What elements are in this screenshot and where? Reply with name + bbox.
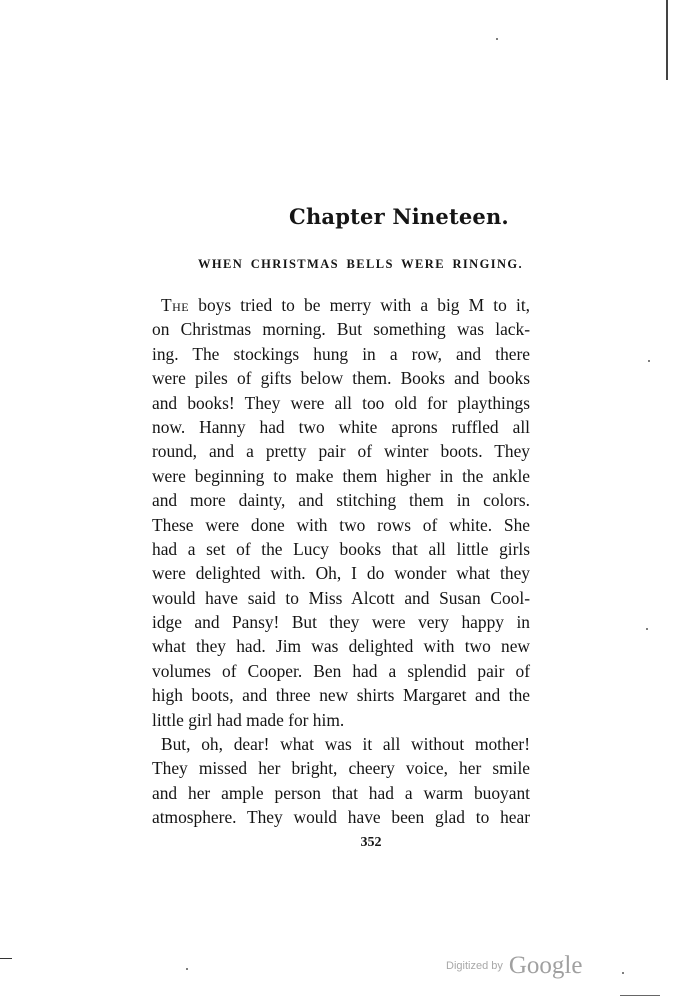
scan-mark-bottom-right (620, 995, 660, 996)
text-line: were piles of gifts below them. Books and books (152, 368, 530, 389)
text-line: and more dainty, and stitching them in colors. (152, 490, 530, 511)
text-line: high boots, and three new shirts Margaret and the (152, 685, 530, 706)
text-line-content: boys tried to be merry with a big M to it, (189, 295, 530, 315)
page-number: 352 (360, 835, 382, 850)
body-text (152, 293, 530, 830)
text-line: idge and Pansy! But they were very happy in (152, 612, 530, 633)
scan-speck (496, 38, 498, 40)
text-line: little girl had made for him. (152, 709, 345, 730)
chapter-title: Chapter Nineteen. (289, 204, 509, 229)
text-line: and books! They were all too old for playthings (152, 392, 530, 413)
text-line (152, 293, 530, 317)
scan-speck (622, 972, 624, 974)
text-line: what they had. Jim was delighted with two new (152, 636, 530, 657)
digitized-by-text: Digitized by (446, 960, 503, 972)
text-line: round, and a pretty pair of winter boots. They (152, 441, 530, 462)
text-line: and her ample person that had a warm buoyant (152, 782, 530, 803)
scan-mark-right-edge (666, 0, 668, 80)
text-line: atmosphere. They would have been glad to hear (152, 807, 530, 828)
text-line: on Christmas morning. But something was lack- (152, 319, 530, 340)
scan-speck (646, 628, 648, 630)
first-word: The (161, 295, 190, 315)
text-line: But, oh, dear! what was it all without mother! (161, 734, 530, 755)
scan-speck (648, 360, 650, 362)
text-line: had a set of the Lucy books that all little girls (152, 538, 530, 559)
text-line: They missed her bright, cheery voice, her smile (152, 758, 530, 779)
digitized-watermark (446, 952, 582, 980)
scan-mark-left-edge (0, 958, 12, 959)
text-line: ing. The stockings hung in a row, and there (152, 343, 530, 364)
scan-speck (186, 968, 188, 970)
google-logo: Google (508, 952, 583, 979)
text-line: were beginning to make them higher in the ankle (152, 465, 530, 486)
text-line: volumes of Cooper. Ben had a splendid pair of (152, 660, 530, 681)
chapter-subtitle: WHEN CHRISTMAS BELLS WERE RINGING. (198, 257, 524, 271)
text-line: now. Hanny had two white aprons ruffled all (152, 416, 530, 437)
text-line: would have said to Miss Alcott and Susan Cool- (152, 587, 530, 608)
text-line: were delighted with. Oh, I do wonder what they (152, 563, 530, 584)
text-line: These were done with two rows of white. She (152, 514, 530, 535)
